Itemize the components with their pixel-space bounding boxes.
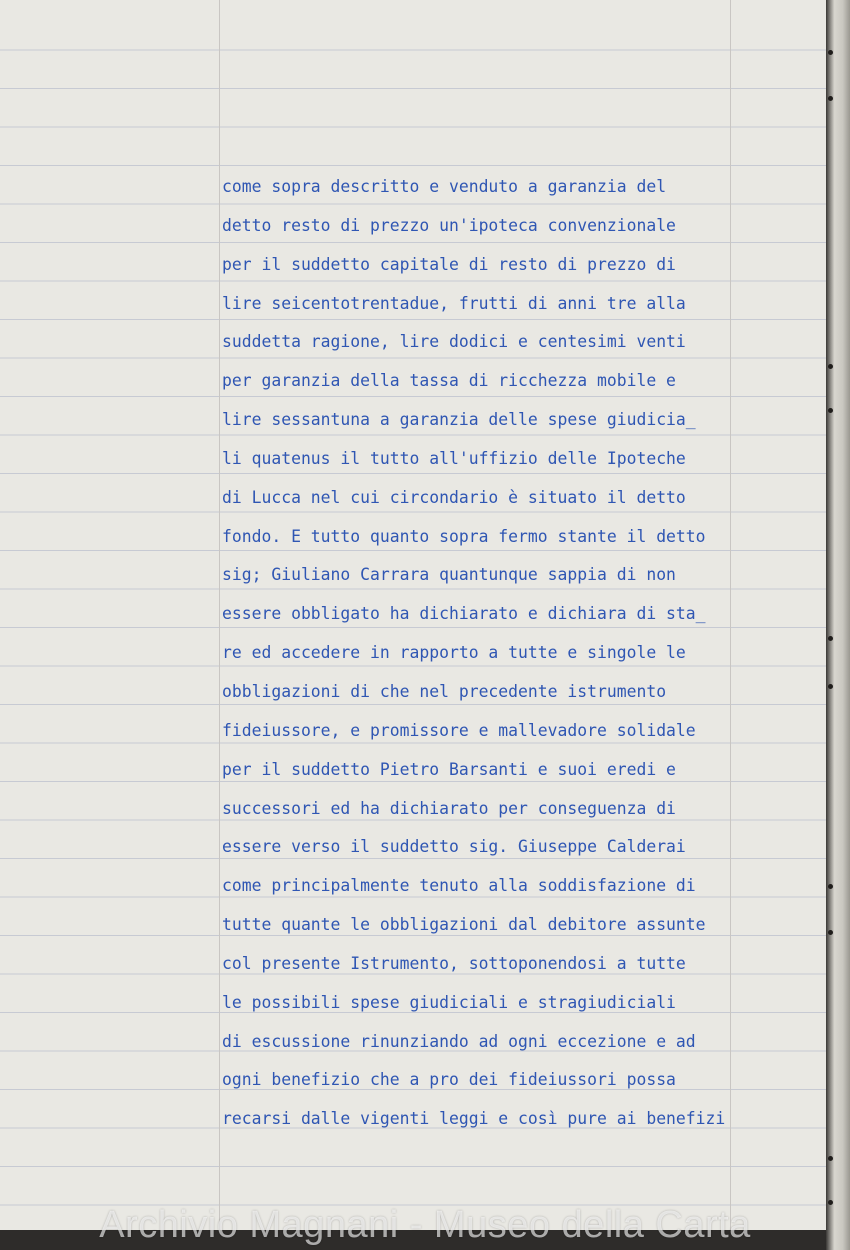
binding-hole xyxy=(828,884,833,889)
left-margin-rule xyxy=(219,0,220,1230)
text-line: sig; Giuliano Carrara quantunque sappia di non xyxy=(222,565,676,585)
binding-hole xyxy=(828,930,833,935)
binding-hole xyxy=(828,1156,833,1161)
binding-hole xyxy=(828,96,833,101)
text-line: tutte quante le obbligazioni dal debitore assunte xyxy=(222,915,706,935)
text-line: fondo. E tutto quanto sopra fermo stante il detto xyxy=(222,526,706,546)
text-line: le possibili spese giudiciali e stragiudiciali xyxy=(222,992,676,1012)
text-line: lire seicentotrentadue, frutti di anni tre alla xyxy=(222,293,686,313)
text-line: come sopra descritto e venduto a garanzia del xyxy=(222,177,667,196)
text-line: obbligazioni di che nel precedente istrumento xyxy=(222,681,667,701)
binding-hole xyxy=(828,50,833,55)
text-line: successori ed ha dichiarato per conseguenza di xyxy=(222,798,676,818)
typed-text-body xyxy=(222,172,725,1143)
binding-hole xyxy=(828,408,833,413)
text-line: essere obbligato ha dichiarato e dichiara di sta_ xyxy=(222,604,706,624)
text-line: li quatenus il tutto all'uffizio delle Ipoteche xyxy=(222,448,686,468)
text-line: lire sessantuna a garanzia delle spese giudicia_ xyxy=(222,410,696,430)
text-line: fideiussore, e promissore e mallevadore solidale xyxy=(222,720,696,740)
text-line: per il suddetto Pietro Barsanti e suoi eredi e xyxy=(222,759,676,779)
right-margin-rule xyxy=(730,0,731,1230)
binding-hole xyxy=(828,364,833,369)
text-line: detto resto di prezzo un'ipoteca convenzionale xyxy=(222,215,676,235)
text-line: suddetta ragione, lire dodici e centesimi venti xyxy=(222,332,686,352)
text-line: di Lucca nel cui circondario è situato il detto xyxy=(222,487,686,507)
binding-hole xyxy=(828,636,833,641)
text-line: re ed accedere in rapporto a tutte e singole le xyxy=(222,643,686,663)
text-line: recarsi dalle vigenti leggi e così pure ai benefizi xyxy=(222,1109,726,1129)
text-line: per il suddetto capitale di resto di prezzo di xyxy=(222,254,676,274)
text-line: di escussione rinunziando ad ogni eccezione e ad xyxy=(222,1031,696,1051)
text-line: per garanzia della tassa di ricchezza mobile e xyxy=(222,371,676,391)
page-edge-strip xyxy=(826,0,850,1250)
text-line: col presente Istrumento, sottoponendosi a tutte xyxy=(222,953,686,973)
binding-hole xyxy=(828,684,833,689)
text-line: ogni benefizio che a pro dei fideiussori possa xyxy=(222,1070,676,1090)
text-line: essere verso il suddetto sig. Giuseppe Calderai xyxy=(222,837,686,857)
text-line: come principalmente tenuto alla soddisfazione di xyxy=(222,876,696,896)
archive-watermark: Archivio Magnani - Museo della Carta xyxy=(99,1204,751,1246)
